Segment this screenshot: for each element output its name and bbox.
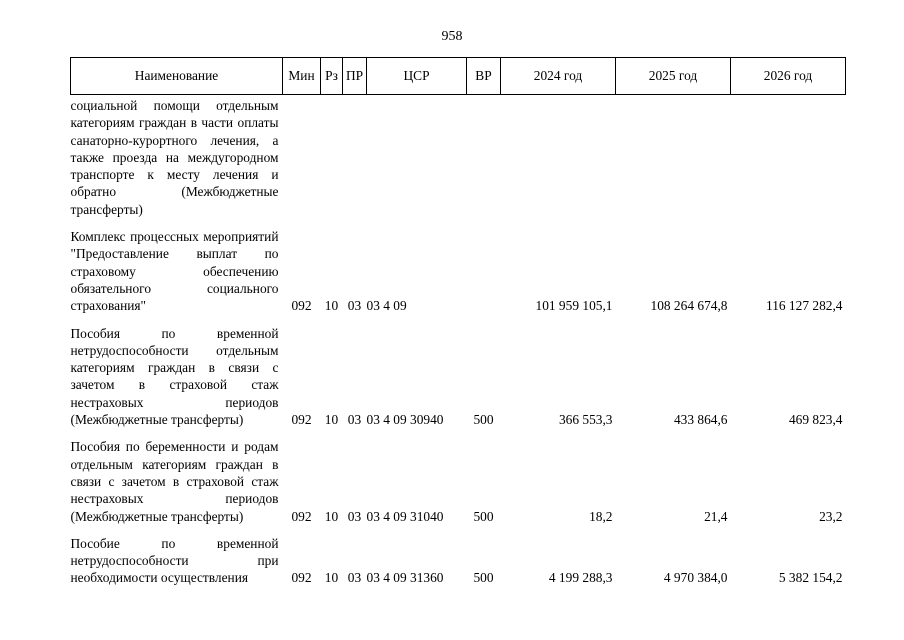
row-name: Комплекс процессных мероприятий "Предоставление выплат по страховому обеспечению обязательного социального страхования" (70, 229, 279, 314)
row-vr (467, 95, 501, 219)
row-name: социальной помощи отдельным категориям граждан в части оплаты санаторно-курортного лечения, а также проезда на междугородном транспорте к месту лечения и обратно (Межбюджетные трансферты) (70, 98, 279, 217)
row-csr (367, 95, 467, 219)
row-min (283, 95, 321, 219)
row-pr: 03 (347, 508, 362, 524)
row-csr: 03 4 09 30940 (366, 412, 444, 428)
row-2026: 116 127 282,4 (766, 298, 843, 314)
page-number: 958 (441, 29, 463, 44)
header-rz: Рз (321, 58, 343, 95)
row-2025 (616, 95, 731, 219)
row-2024: 18,2 (589, 508, 613, 524)
row-name: Пособия по беременности и родам отдельным категориям граждан в связи с зачетом в страховой стаж нестраховых периодов (Межбюджетные трансферты) (70, 439, 279, 524)
budget-table (70, 57, 846, 587)
row-vr: 500 (473, 508, 494, 524)
row-rz: 10 (324, 508, 339, 524)
header-name: Наименование (71, 58, 283, 95)
row-2024: 4 199 288,3 (548, 570, 613, 586)
row-rz: 10 (324, 570, 339, 586)
row-name: Пособия по временной нетрудоспособности отдельным категориям граждан в связи с зачетом в страховой стаж нестраховых периодов (Межбюджетные трансферты) (70, 325, 279, 428)
row-2024 (501, 95, 616, 219)
table-row (71, 315, 846, 429)
row-2025: 433 864,6 (673, 412, 728, 428)
row-2024: 101 959 105,1 (535, 298, 613, 314)
row-2025: 21,4 (704, 508, 728, 524)
row-min: 092 (291, 412, 312, 428)
row-2026 (731, 95, 846, 219)
row-csr: 03 4 09 31040 (366, 508, 444, 524)
header-2024: 2024 год (501, 58, 616, 95)
row-vr (467, 218, 501, 314)
row-rz (321, 95, 343, 219)
row-pr: 03 (347, 298, 362, 314)
row-vr: 500 (473, 570, 494, 586)
row-2025: 4 970 384,0 (663, 570, 728, 586)
table-row (71, 218, 846, 314)
table-row (71, 428, 846, 524)
row-rz: 10 (324, 298, 339, 314)
row-2026: 23,2 (819, 508, 843, 524)
row-pr: 03 (347, 412, 362, 428)
header-2026: 2026 год (731, 58, 846, 95)
table-header-row (71, 58, 846, 95)
row-csr: 03 4 09 (366, 298, 407, 314)
header-vr: ВР (467, 58, 501, 95)
row-rz: 10 (324, 412, 339, 428)
table-row (71, 525, 846, 587)
row-min: 092 (291, 508, 312, 524)
row-min: 092 (291, 298, 312, 314)
row-min: 092 (291, 570, 312, 586)
row-vr: 500 (473, 412, 494, 428)
row-pr: 03 (347, 570, 362, 586)
row-2024: 366 553,3 (558, 412, 613, 428)
table-row (71, 95, 846, 219)
row-2025: 108 264 674,8 (650, 298, 728, 314)
header-2025: 2025 год (616, 58, 731, 95)
row-name: Пособие по временной нетрудоспособности при необходимости осуществления (70, 535, 279, 586)
row-pr (343, 95, 367, 219)
row-2026: 469 823,4 (788, 412, 843, 428)
row-2026: 5 382 154,2 (778, 570, 843, 586)
header-csr: ЦСР (367, 58, 467, 95)
row-csr: 03 4 09 31360 (366, 570, 444, 586)
header-min: Мин (283, 58, 321, 95)
header-pr: ПР (343, 58, 367, 95)
